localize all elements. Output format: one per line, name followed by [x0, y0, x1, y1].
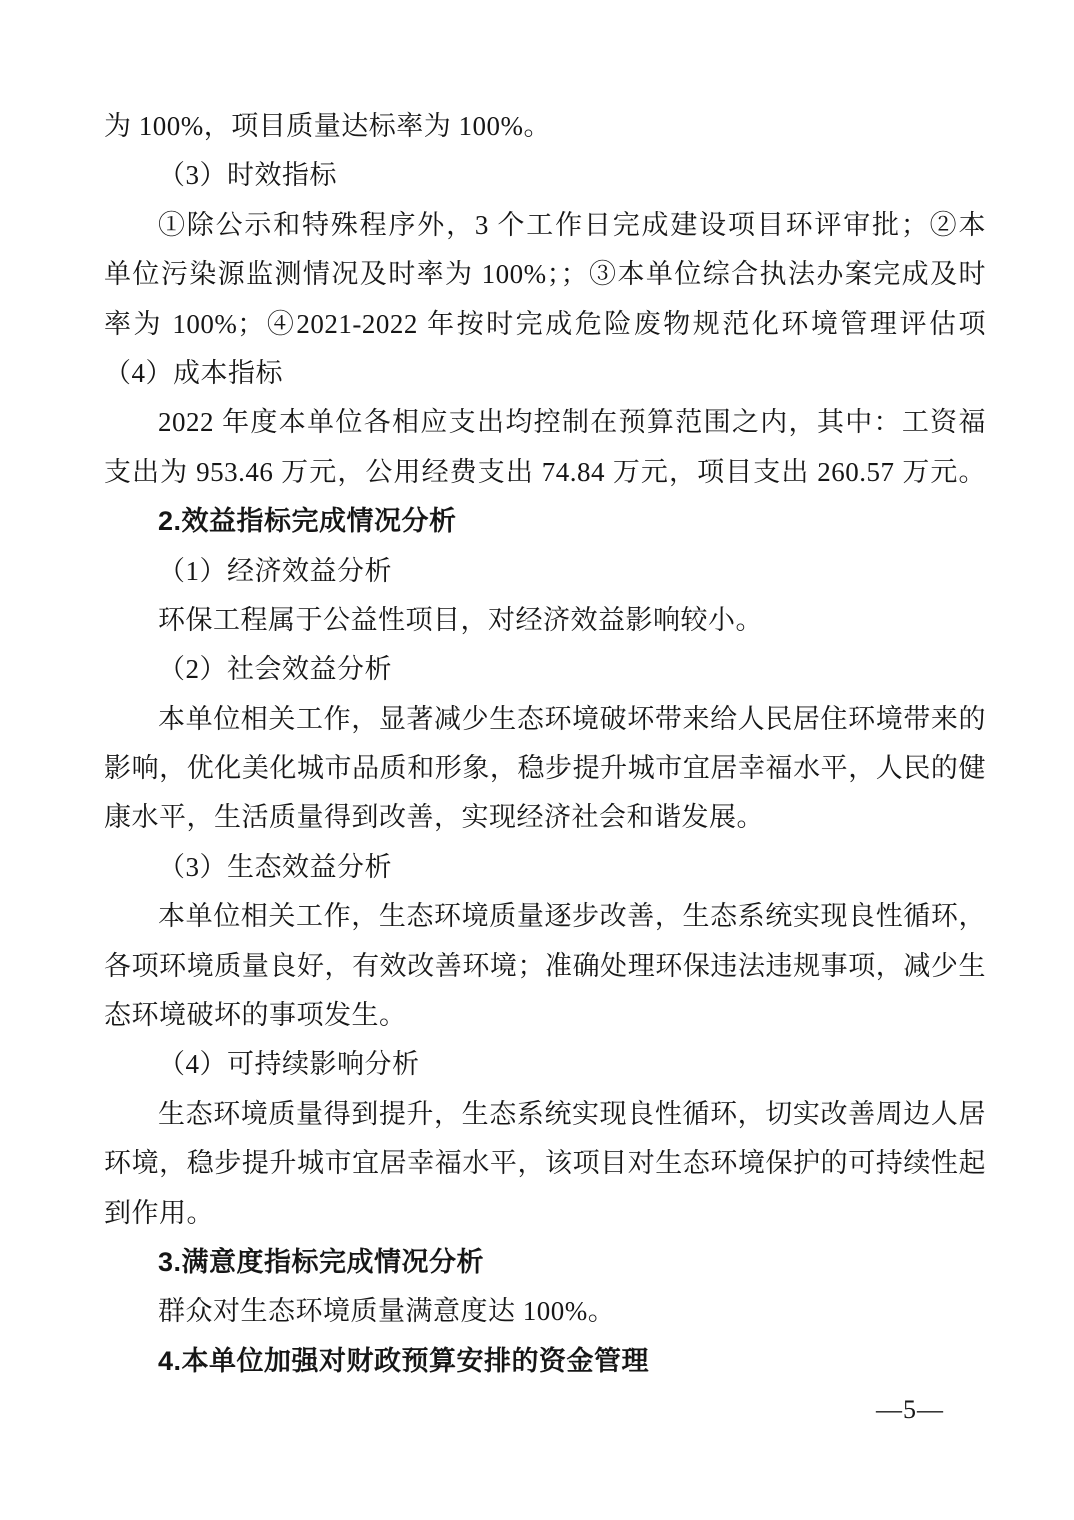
document-text-line: （1）经济效益分析: [158, 555, 392, 586]
page-number: —5—: [876, 1395, 944, 1424]
document-text-line: 环境，稳步提升城市宜居幸福水平，该项目对生态环境保护的可持续性起: [104, 1148, 986, 1179]
document-text-line: 态环境破坏的事项发生。: [104, 1000, 407, 1031]
document-text-line: 影响，优化美化城市品质和形象，稳步提升城市宜居幸福水平，人民的健: [104, 753, 986, 784]
document-text-line: 康水平，生活质量得到改善，实现经济社会和谐发展。: [104, 802, 764, 833]
document-text-line: 到作用。: [104, 1197, 214, 1228]
document-text-line: ①除公示和特殊程序外，3 个工作日完成建设项目环评审批；②本: [158, 209, 986, 240]
document-text-line: 本单位相关工作，显著减少生态环境破坏带来给人民居住环境带来的: [158, 703, 986, 734]
document-text-line: （3）时效指标: [158, 160, 337, 191]
document-text-line: 本单位相关工作，生态环境质量逐步改善，生态系统实现良性循环，: [158, 901, 986, 932]
document-text-line: 单位污染源监测情况及时率为 100%；；③本单位综合执法办案完成及时: [104, 259, 986, 290]
document-text-line: 率为 100%；④2021-2022 年按时完成危险废物规范化环境管理评估项: [104, 308, 986, 339]
document-text-line: 支出为 953.46 万元，公用经费支出 74.84 万元，项目支出 260.57 万元。: [104, 456, 986, 487]
document-text-line: 2022 年度本单位各相应支出均控制在预算范围之内，其中：工资福: [158, 407, 986, 438]
document-text-line: 为 100%，项目质量达标率为 100%。: [104, 111, 551, 141]
section-heading-line: 4.本单位加强对财政预算安排的资金管理: [158, 1345, 650, 1376]
document-text-line: （4）可持续影响分析: [158, 1049, 420, 1080]
document-text-line: 环保工程属于公益性项目，对经济效益影响较小。: [158, 604, 763, 635]
section-heading-line: 3.满意度指标完成情况分析: [158, 1246, 485, 1277]
document-text-line: （3）生态效益分析: [158, 851, 392, 882]
document-text-line: （2）社会效益分析: [158, 654, 392, 685]
document-text-line: 生态环境质量得到提升，生态系统实现良性循环，切实改善周边人居: [158, 1098, 986, 1129]
document-text-line: 群众对生态环境质量满意度达 100%。: [158, 1296, 616, 1327]
document-body: [104, 102, 986, 1386]
document-text-line: （4）成本指标: [104, 357, 283, 388]
document-text-line: 各项环境质量良好，有效改善环境；准确处理环保违法违规事项，减少生: [104, 950, 986, 981]
section-heading-line: 2.效益指标完成情况分析: [158, 506, 457, 537]
